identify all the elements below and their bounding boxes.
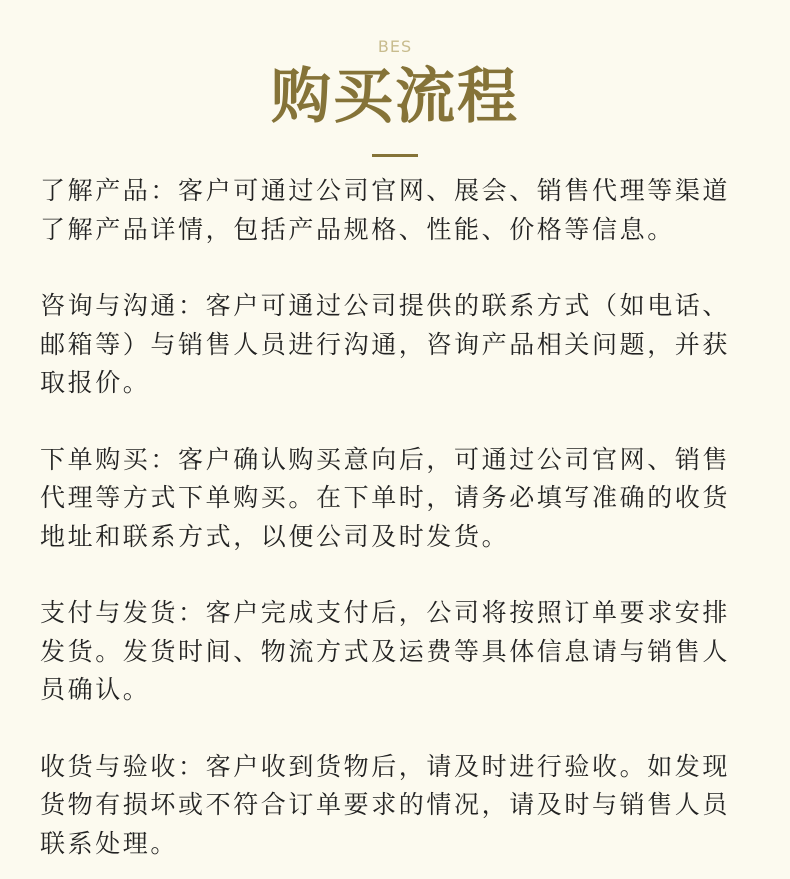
title-divider: [372, 154, 418, 157]
step-receive-inspect: [40, 748, 756, 864]
step-text: 客户完成支付后，公司将按照订单要求安排发货。发货时间、物流方式及运费等具体信息请与销售人员确认。: [40, 598, 731, 704]
page-title: 购买流程: [271, 62, 519, 132]
step-heading: 支付与发货：: [40, 598, 206, 627]
step-text: 客户收到货物后，请及时进行验收。如发现货物有损坏或不符合订单要求的情况，请及时与销售人员联系处理。: [40, 751, 731, 858]
page-header: [0, 0, 790, 160]
process-steps: [40, 172, 756, 863]
step-text: 客户可通过公司官网、展会、销售代理等渠道了解产品详情，包括产品规格、性能、价格等信息。: [40, 176, 731, 244]
step-heading: 了解产品：: [40, 176, 179, 205]
step-heading: 收货与验收：: [40, 751, 206, 781]
step-place-order: [40, 441, 756, 557]
step-heading: 下单购买：: [40, 444, 179, 474]
step-text: 客户可通过公司提供的联系方式（如电话、邮箱等）与销售人员进行沟通，咨询产品相关问题，并获取报价。: [40, 291, 731, 397]
step-payment-shipping: [40, 594, 756, 710]
step-understand-product: [40, 172, 756, 249]
step-consult: [40, 287, 756, 403]
step-heading: 咨询与沟通：: [40, 291, 206, 320]
step-text: 客户确认购买意向后，可通过公司官网、销售代理等方式下单购买。在下单时，请务必填写准确的收货地址和联系方式，以便公司及时发货。: [40, 444, 731, 551]
brand-label: BES: [377, 37, 413, 56]
